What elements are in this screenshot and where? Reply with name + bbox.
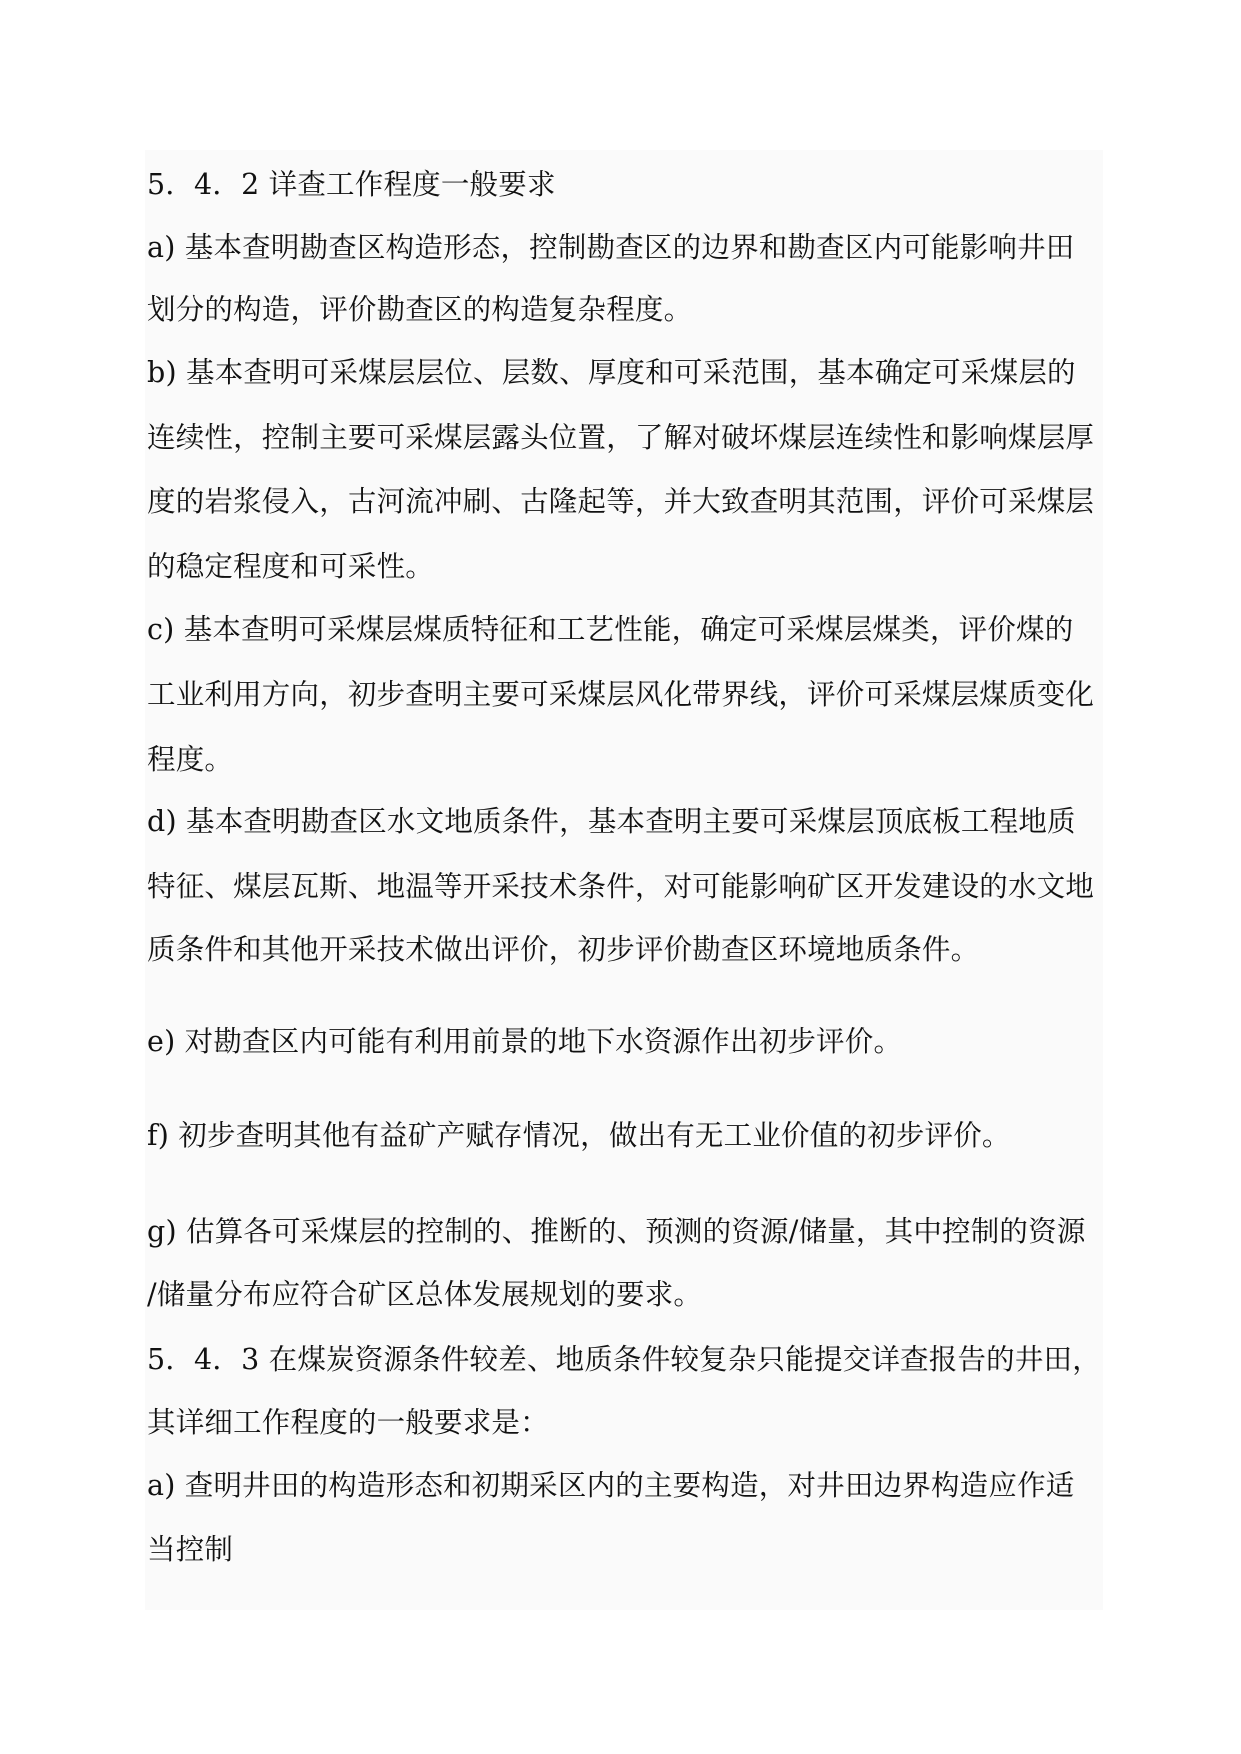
- paragraph-line: 当控制: [147, 1533, 234, 1566]
- paragraph-line: 连续性，控制主要可采煤层露头位置，了解对破坏煤层连续性和影响煤层厚: [147, 421, 1095, 454]
- paragraph-line: c) 基本查明可采煤层煤质特征和工艺性能，确定可采煤层煤类，评价煤的: [147, 613, 1074, 646]
- paragraph-line: 程度。: [147, 743, 234, 776]
- paragraph-line: e) 对勘查区内可能有利用前景的地下水资源作出初步评价。: [147, 1025, 903, 1058]
- paragraph-line: f) 初步查明其他有益矿产赋存情况，做出有无工业价值的初步评价。: [147, 1119, 1011, 1152]
- paragraph-line: 特征、煤层瓦斯、地温等开采技术条件，对可能影响矿区开发建设的水文地: [147, 870, 1095, 903]
- paragraph-line: 质条件和其他开采技术做出评价，初步评价勘查区环境地质条件。: [147, 933, 980, 966]
- section-heading-5-4-3: 5．4．3 在煤炭资源条件较差、地质条件较复杂只能提交详查报告的井田，: [147, 1343, 1101, 1376]
- paragraph-line: 其详细工作程度的一般要求是：: [147, 1406, 549, 1439]
- paragraph-line: g) 估算各可采煤层的控制的、推断的、预测的资源/储量，其中控制的资源: [147, 1215, 1086, 1248]
- paragraph-line: /储量分布应符合矿区总体发展规划的要求。: [147, 1278, 703, 1311]
- paragraph-line: a) 查明井田的构造形态和初期采区内的主要构造，对井田边界构造应作适: [147, 1469, 1075, 1502]
- paragraph-line: a) 基本查明勘查区构造形态，控制勘查区的边界和勘查区内可能影响井田: [147, 231, 1075, 264]
- paragraph-line: 的稳定程度和可采性。: [147, 550, 435, 583]
- paragraph-line: b) 基本查明可采煤层层位、层数、厚度和可采范围，基本确定可采煤层的: [147, 356, 1076, 389]
- paragraph-line: d) 基本查明勘查区水文地质条件，基本查明主要可采煤层顶底板工程地质: [147, 805, 1076, 838]
- paragraph-line: 度的岩浆侵入，古河流冲刷、古隆起等，并大致查明其范围，评价可采煤层: [147, 485, 1095, 518]
- document-text-block: [145, 150, 1103, 1610]
- paragraph-line: 工业利用方向，初步查明主要可采煤层风化带界线，评价可采煤层煤质变化: [147, 678, 1095, 711]
- section-heading-5-4-2: 5．4．2 详查工作程度一般要求: [147, 168, 556, 201]
- paragraph-line: 划分的构造，评价勘查区的构造复杂程度。: [147, 293, 693, 326]
